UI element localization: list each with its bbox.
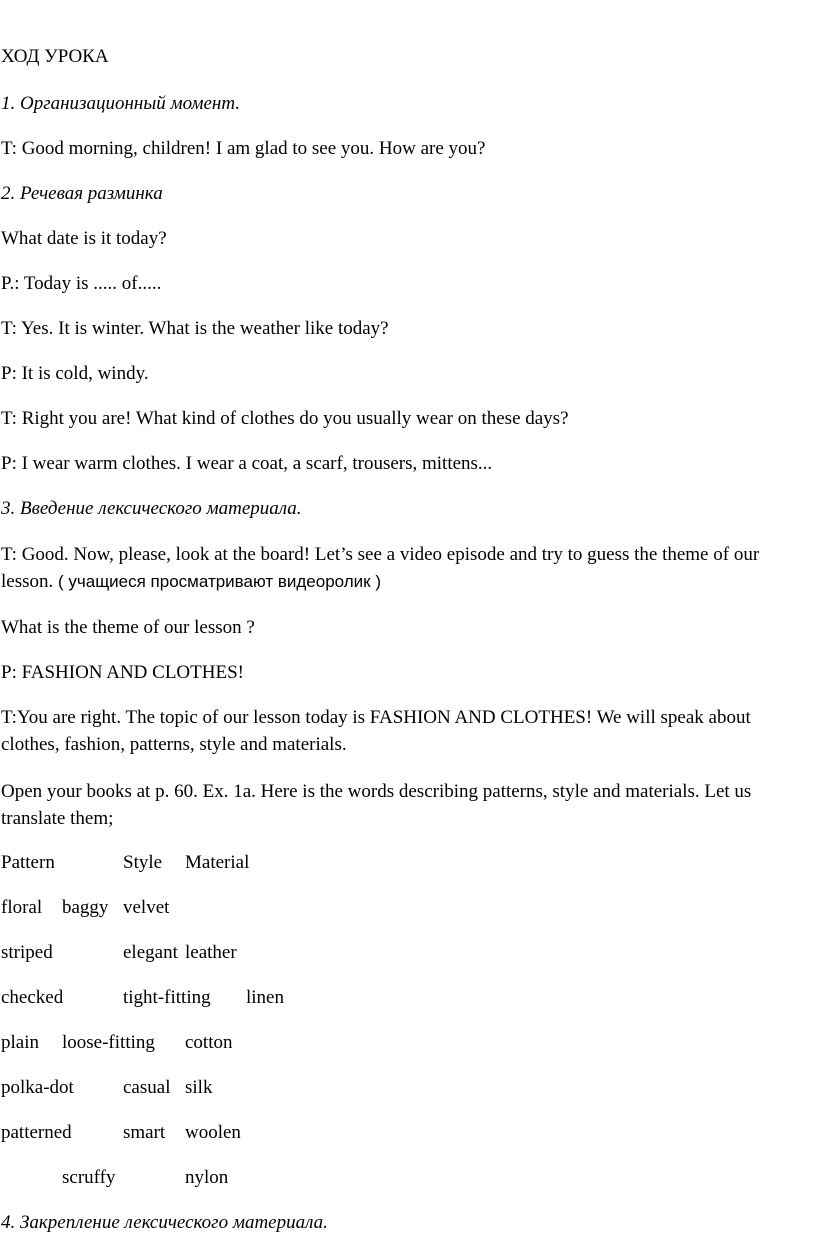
style-word: smart [123,1122,166,1143]
section-1-title: 1. Организационный момент. [1,93,241,114]
material-word: linen [246,987,284,1008]
pattern-word: polka-dot [1,1077,74,1098]
column-header-material: Material [185,852,250,873]
style-word: baggy [62,897,109,918]
lesson-heading: ХОД УРОКА [1,46,109,67]
material-word: woolen [185,1122,241,1143]
pattern-word: striped [1,942,53,963]
section-4-title: 4. Закрепление лексического материала. [1,1212,328,1233]
material-word: velvet [123,897,170,918]
material-word: nylon [185,1167,229,1188]
pattern-word: plain [1,1032,39,1053]
pattern-word: floral [1,897,43,918]
pattern-word: patterned [1,1122,72,1143]
dialogue-line: P: FASHION AND CLOTHES! [1,662,244,683]
style-word: tight-fitting [123,987,211,1008]
section-3-title: 3. Введение лексического материала. [1,498,302,519]
dialogue-line: T: Good morning, children! I am glad to see you. How are you? [1,138,486,159]
pattern-word: checked [1,987,64,1008]
stage-direction: ( учащиеся просматривают видеоролик ) [58,572,381,591]
dialogue-line: T: Right you are! What kind of clothes do you usually wear on these days? [1,408,569,429]
material-word: cotton [185,1032,233,1053]
style-word: casual [123,1077,171,1098]
style-word: elegant [123,942,178,963]
column-header-pattern: Pattern [1,852,55,873]
dialogue-line: P.: Today is ..... of..... [1,273,162,294]
style-word: scruffy [62,1167,116,1188]
dialogue-line: What date is it today? [1,228,167,249]
dialogue-line: P: It is cold, windy. [1,363,149,384]
material-word: silk [185,1077,213,1098]
dialogue-paragraph: T:You are right. The topic of our lesson today is FASHION AND CLOTHES! We will speak about clothes, fashion, patterns, style and materials. [1,707,751,755]
instruction-paragraph: Open your books at p. 60. Ex. 1a. Here is the words describing patterns, style and materials. Let us translate them; [1,781,752,829]
dialogue-line: P: I wear warm clothes. I wear a coat, a scarf, trousers, mittens... [1,453,493,474]
dialogue-line: What is the theme of our lesson ? [1,617,255,638]
section-2-title: 2. Речевая разминка [1,183,163,204]
material-word: leather [185,942,237,963]
style-word: loose-fitting [62,1032,155,1053]
dialogue-text: T: Good. Now, please, look at the board! Let’s see a video episode and try to guess the theme of our lesson. [1,544,760,592]
column-header-style: Style [123,852,163,873]
dialogue-paragraph [1,541,813,595]
dialogue-line: T: Yes. It is winter. What is the weather like today? [1,318,389,339]
